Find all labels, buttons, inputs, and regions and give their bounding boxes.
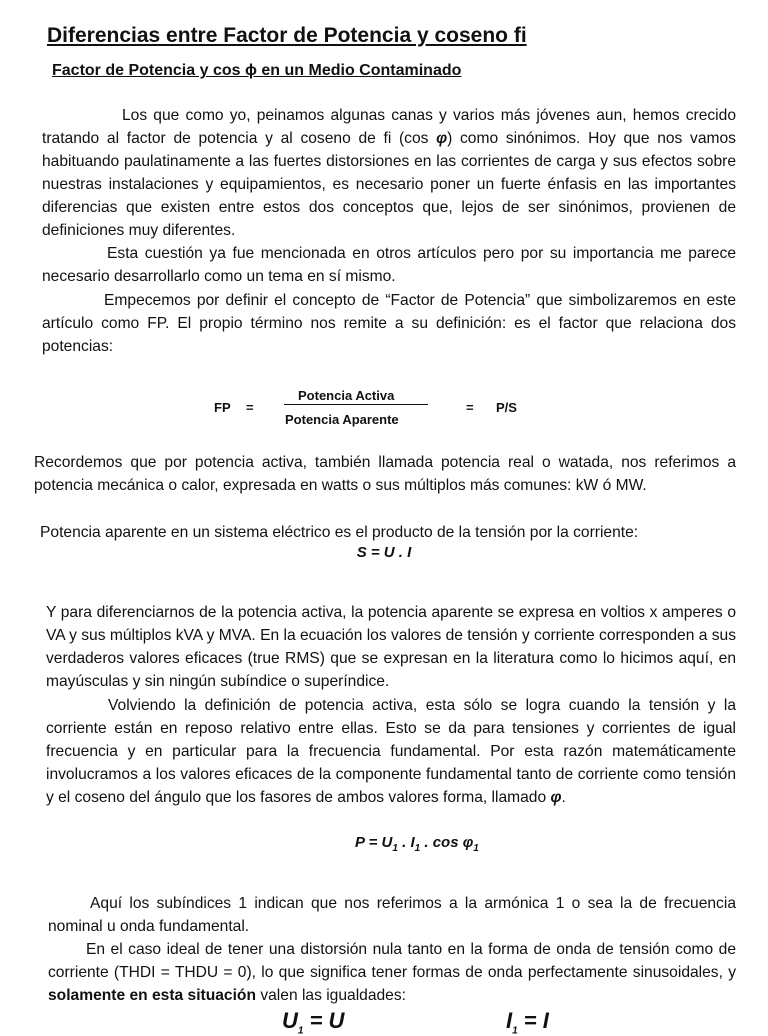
formula-fp-lhs: FP: [214, 400, 231, 415]
paragraph-9-text-b: valen las igualdades:: [256, 987, 406, 1004]
formula-current-equality: [506, 1008, 549, 1036]
formula-p-part: P = U: [355, 834, 393, 851]
paragraph-3: Empecemos por definir el concepto de “Factor de Potencia” que simbolizaremos en este artículo como FP. El propio término nos remite a su definición: es el factor que relaciona dos potencias:: [42, 292, 736, 355]
formula-u-eq: = U: [303, 1008, 345, 1033]
paragraph-9-text-a: En el caso ideal de tener una distorsión nula tanto en la forma de onda de tensión como de corriente (THDI = THDU = 0), lo que significa tener formas de onda perfectamente sinusoidales, y: [48, 941, 736, 981]
formula-sub: 1: [392, 843, 398, 854]
paragraph-1: [42, 104, 736, 242]
formula-fp-eq2: =: [466, 400, 474, 415]
formula-fp-denominator: Potencia Aparente: [285, 412, 399, 427]
paragraph-1-text-a: Los que como yo, peinamos algunas canas y varios más jóvenes aun, hemos crecido tratando al factor de potencia y al coseno de fi (cos: [42, 107, 736, 147]
formula-fp-eq1: =: [246, 400, 254, 415]
phi-symbol: φ: [436, 130, 448, 147]
paragraph-7-text-b: .: [561, 789, 566, 806]
phi-symbol: φ: [550, 789, 562, 806]
paragraph-5: Potencia aparente en un sistema eléctrico es el producto de la tensión por la corriente:: [40, 524, 639, 541]
paragraph-2: Esta cuestión ya fue mencionada en otros artículos pero por su importancia me parece necesario desarrollarlo como un tema en sí mismo.: [42, 245, 736, 285]
formula-active-power: [355, 834, 479, 854]
formula-fp-numerator: Potencia Activa: [298, 388, 395, 403]
formula-fp-rhs: P/S: [496, 400, 517, 415]
formula-i-part: . I: [397, 834, 415, 851]
page-title: Diferencias entre Factor de Potencia y coseno fi: [47, 24, 527, 47]
paragraph-7: [46, 694, 736, 809]
formula-u: U: [282, 1008, 298, 1033]
paragraph-7-text-a: Volviendo la definición de potencia activa, esta sólo se logra cuando la tensión y la corriente están en reposo relativo entre ellas. Esto se da para tensiones y corrientes de igual frecuencia y en particular para la frecuencia fundamental. Por esta razón matemáticamente involucramos a los valores eficaces de la componente fundamental tanto de corriente como tensión y el coseno del ángulo que los fasores de ambos valores forma, llamado: [46, 697, 736, 806]
paragraph-9: [48, 938, 736, 1007]
formula-sub: 1: [512, 1025, 518, 1036]
paragraph-8: Aquí los subíndices 1 indican que nos referimos a la armónica 1 o sea la de frecuencia nominal u onda fundamental.: [48, 895, 736, 935]
paragraph-1-text-b: ) como sinónimos. Hoy que nos vamos habituando paulatinamente a las fuertes distorsiones en las corrientes de carga y sus efectos sobre nuestras instalaciones y equipamientos, es necesario poner un fuerte énfasis en las importantes diferencias que existen entre estos dos conceptos que, lejos de ser sinónimos, provienen de definiciones muy diferentes.: [42, 130, 736, 239]
formula-i: I: [506, 1008, 513, 1033]
formula-cos-part: . cos φ: [420, 834, 474, 851]
formula-i-eq: = I: [517, 1008, 549, 1033]
formula-apparent-power: S = U . I: [356, 544, 412, 561]
paragraph-4: Recordemos que por potencia activa, también llamada potencia real o watada, nos referimos a potencia mecánica o calor, expresada en watts o sus múltiplos más comunes: kW ó MW.: [34, 454, 736, 494]
formula-voltage-equality: [282, 1008, 344, 1036]
paragraph-9-bold: solamente en esta situación: [48, 987, 256, 1004]
formula-sub: 1: [473, 843, 479, 854]
page-subtitle: Factor de Potencia y cos ϕ en un Medio Contaminado: [52, 62, 462, 79]
formula-sub: 1: [414, 843, 421, 854]
paragraph-6: Y para diferenciarnos de la potencia activa, la potencia aparente se expresa en voltios x amperes o VA y sus múltiplos kVA y MVA. En la ecuación los valores de tensión y corriente corresponden a sus verdaderos valores eficaces (true RMS) que se expresan en la literatura como lo hicimos aquí, en mayúsculas y sin ningún subíndice o superíndice.: [46, 604, 736, 690]
formula-sub: 1: [297, 1025, 304, 1036]
fraction-line: [284, 404, 428, 405]
